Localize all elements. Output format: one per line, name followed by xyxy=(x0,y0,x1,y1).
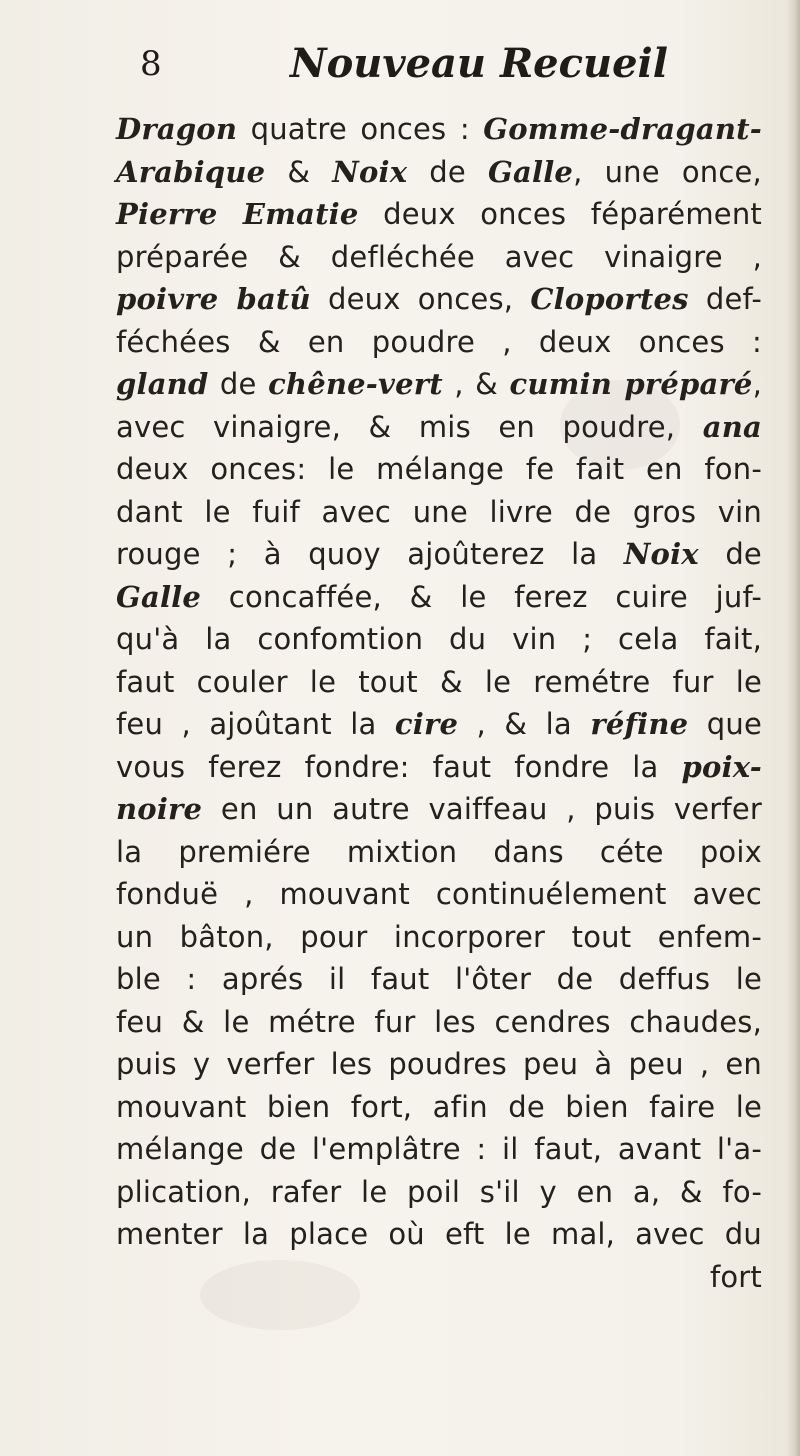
text-segment: , une once, xyxy=(573,154,762,189)
text-line xyxy=(116,1086,762,1129)
text-line xyxy=(116,788,762,831)
text-segment: rouge ; à quoy ajoûterez la xyxy=(116,537,624,571)
italic-term: Cloportes xyxy=(530,282,689,316)
text-segment: quatre onces : xyxy=(237,112,484,146)
text-segment: , xyxy=(752,367,762,401)
text-line xyxy=(116,1128,762,1171)
text-line xyxy=(116,576,762,619)
text-line xyxy=(116,1256,762,1299)
text-line xyxy=(116,1171,762,1214)
text-line xyxy=(116,831,762,874)
text-line xyxy=(116,1001,762,1044)
text-segment: plication, rafer le poil s'il y en a, & fo- xyxy=(116,1174,762,1209)
text-line xyxy=(116,278,762,321)
text-segment: avec vinaigre, & mis en poudre, xyxy=(116,409,703,444)
text-segment: faut couler le tout & le remétre fur le xyxy=(116,664,762,699)
italic-term: Noix xyxy=(623,537,699,571)
text-segment: feu , ajoûtant la xyxy=(116,707,395,741)
text-segment: deux onces, xyxy=(310,282,531,316)
italic-term: chêne-vert xyxy=(268,367,443,401)
text-line xyxy=(116,916,762,959)
text-segment: & xyxy=(265,154,333,189)
text-line xyxy=(116,1213,762,1256)
italic-term: Galle xyxy=(488,154,574,189)
text-segment: , & xyxy=(442,367,510,401)
text-segment: préparée & defléchée avec vinaigre , xyxy=(116,239,762,274)
text-segment: un bâton, pour incorporer tout enfem- xyxy=(116,919,762,954)
italic-term: Arabique xyxy=(116,154,266,189)
text-line xyxy=(116,151,762,194)
page-header xyxy=(130,38,690,98)
text-line xyxy=(116,363,762,406)
italic-term: poivre batû xyxy=(116,282,311,316)
italic-term: ana xyxy=(702,409,762,444)
text-line xyxy=(116,491,762,534)
text-line xyxy=(116,448,762,491)
text-segment: deux onces: le mélange fe fait en fon- xyxy=(116,452,762,486)
text-segment: concaffée, & le ferez cuire juf- xyxy=(201,579,762,614)
italic-term: poix- xyxy=(681,749,762,784)
text-line xyxy=(116,321,762,364)
text-segment: mouvant bien fort, afin de bien faire le xyxy=(116,1089,762,1124)
italic-term: cumin préparé xyxy=(509,367,753,401)
text-line xyxy=(116,746,762,789)
text-segment: de xyxy=(407,154,489,189)
text-segment: que xyxy=(688,707,762,741)
text-segment: féchées & en poudre , deux onces : xyxy=(116,324,762,359)
text-segment: en un autre vaiffeau , puis verfer xyxy=(202,792,762,826)
text-segment: fonduë , mouvant continuélement avec xyxy=(116,877,762,911)
italic-term: Gomme-dragant- xyxy=(483,112,762,146)
text-segment: feu & le métre fur les cendres chaudes, xyxy=(116,1004,762,1039)
running-title: Nouveau Recueil xyxy=(290,40,668,87)
text-line xyxy=(116,873,762,916)
text-segment: vous ferez fondre: faut fondre la xyxy=(116,749,682,784)
italic-term: Noix xyxy=(332,154,408,189)
text-line xyxy=(116,406,762,449)
text-segment: fort xyxy=(709,1259,762,1294)
text-line xyxy=(116,958,762,1001)
text-line xyxy=(116,193,762,236)
page-number: 8 xyxy=(140,44,162,84)
italic-term: noire xyxy=(116,792,203,826)
page-edge-shadow xyxy=(786,0,800,1456)
text-line xyxy=(116,618,762,661)
text-segment: def- xyxy=(688,282,762,316)
italic-term: Dragon xyxy=(116,112,238,146)
text-line xyxy=(116,533,762,576)
italic-term: réfine xyxy=(590,707,689,741)
italic-term: gland xyxy=(116,367,209,401)
text-segment: dant le fuif avec une livre de gros vin xyxy=(116,494,762,529)
text-segment: de xyxy=(698,537,762,571)
text-segment: qu'à la confomtion du vin ; cela fait, xyxy=(116,622,762,656)
text-line xyxy=(116,236,762,279)
text-segment: deux onces féparément xyxy=(358,197,762,231)
text-segment: puis y verfer les poudres peu à peu , en xyxy=(116,1047,762,1081)
text-line xyxy=(116,703,762,746)
italic-term: cire xyxy=(394,707,459,741)
text-segment: mélange de l'emplâtre : il faut, avant l'a- xyxy=(116,1132,762,1166)
text-segment: menter la place où eft le mal, avec du xyxy=(116,1217,762,1251)
text-segment: la premiére mixtion dans céte poix xyxy=(116,834,762,869)
body-text xyxy=(116,108,762,1298)
text-line xyxy=(116,1043,762,1086)
italic-term: Pierre Ematie xyxy=(116,197,359,231)
text-line xyxy=(116,661,762,704)
text-segment: ble : aprés il faut l'ôter de deffus le xyxy=(116,962,762,996)
text-segment: , & la xyxy=(458,707,591,741)
text-line xyxy=(116,108,762,151)
italic-term: Galle xyxy=(116,579,202,614)
text-segment: de xyxy=(208,367,269,401)
